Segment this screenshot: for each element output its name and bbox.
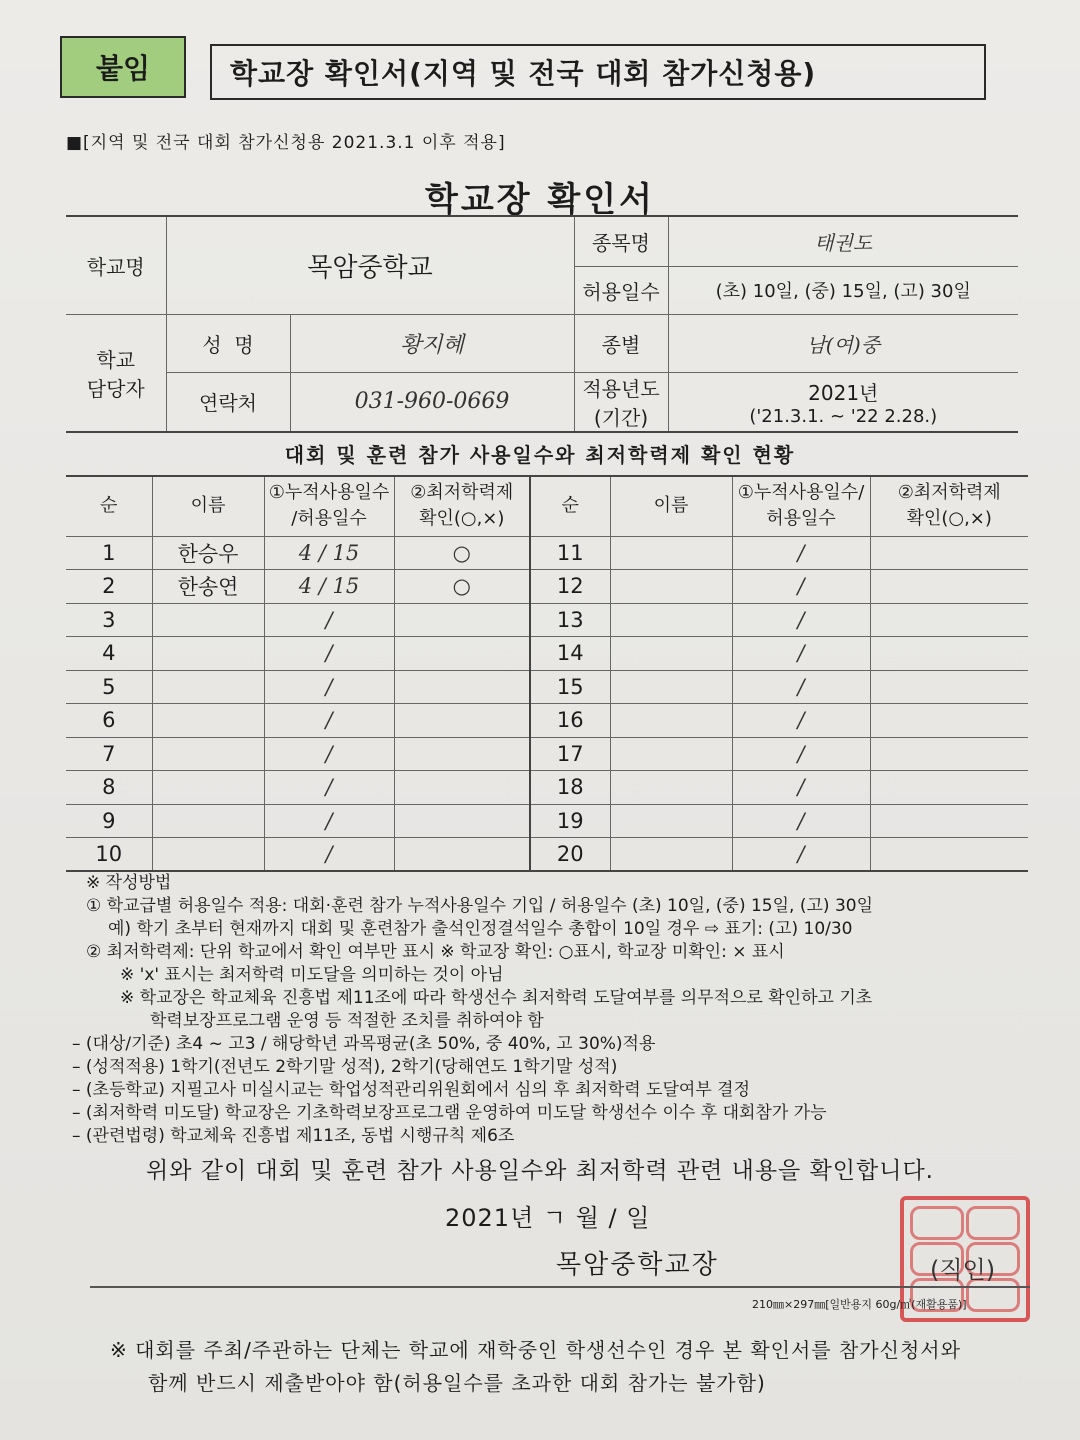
year-value-line2: ('21.3.1. ~ '22 2.28.) — [749, 405, 938, 427]
cell-name — [152, 670, 264, 704]
cell-no-r: 12 — [530, 570, 610, 604]
note-line: ※ 학교장은 학교체육 진흥법 제11조에 따라 학생선수 최저학력 도달여부를 의무적으로 확인하고 기초 — [120, 988, 873, 1008]
note-line: – (최저학력 미도달) 학교장은 기초학력보장프로그램 운영하여 미도달 학생선수 이수 후 대회참가 가능 — [72, 1103, 827, 1123]
seal-glyph — [910, 1206, 964, 1240]
cell-no: 4 — [66, 637, 152, 671]
footer-note-line2: 함께 반드시 제출받아야 함(허용일수를 초과한 대회 참가는 불가함) — [148, 1371, 766, 1395]
cell-days: 4 / 15 — [264, 536, 394, 570]
note-line: – (대상/기준) 초4 ~ 고3 / 해당학년 과목평균(초 50%, 중 40%, 고 30%)적용 — [72, 1034, 656, 1054]
roster-table — [66, 475, 1028, 872]
year-label-line2: (기간) — [593, 405, 649, 430]
category-label: 종별 — [574, 314, 668, 372]
cell-name-r — [610, 771, 732, 805]
cell-no: 10 — [66, 838, 152, 872]
info-table — [66, 215, 1018, 433]
note-line: ※ 'x' 표시는 최저학력 미도달을 의미하는 것이 아님 — [120, 965, 504, 985]
cell-days: / — [264, 737, 394, 771]
col-acad — [394, 476, 530, 536]
cell-acad-r — [870, 704, 1028, 738]
cell-days: / — [264, 603, 394, 637]
cell-name — [152, 737, 264, 771]
table-row — [66, 603, 1028, 637]
cell-name-r — [610, 637, 732, 671]
cell-name: 한승우 — [152, 536, 264, 570]
cell-no-r: 20 — [530, 838, 610, 872]
principal-name: 목암중학교장 — [556, 1250, 719, 1280]
cell-name-r — [610, 838, 732, 872]
cell-days-r: / — [732, 570, 870, 604]
cell-acad-r — [870, 570, 1028, 604]
cell-name-r — [610, 536, 732, 570]
cell-acad — [394, 704, 530, 738]
cell-days-r: / — [732, 737, 870, 771]
cell-no: 5 — [66, 670, 152, 704]
confirmation-statement: 위와 같이 대회 및 훈련 참가 사용일수와 최저학력 관련 내용을 확인합니다. — [146, 1158, 934, 1184]
cell-no: 8 — [66, 771, 152, 805]
seal-glyph — [966, 1206, 1020, 1240]
cell-name — [152, 838, 264, 872]
cell-name: 한송연 — [152, 570, 264, 604]
cell-acad-r — [870, 771, 1028, 805]
school-name: 목암중학교 — [166, 216, 574, 314]
footer-note-line1: ※ 대회를 주최/주관하는 단체는 학교에 재학중인 학생선수인 경우 본 확인서를 참가신청서와 — [110, 1338, 961, 1362]
col-acad-right-line2: 확인(○,×) — [906, 508, 992, 530]
cell-no-r: 16 — [530, 704, 610, 738]
col-acad-right — [870, 476, 1028, 536]
cell-days-r: / — [732, 637, 870, 671]
cell-acad-r — [870, 536, 1028, 570]
cell-acad — [394, 670, 530, 704]
sport-value: 태권도 — [668, 216, 1018, 266]
cell-no: 2 — [66, 570, 152, 604]
school-name-label: 학교명 — [66, 216, 166, 314]
cell-acad: ○ — [394, 536, 530, 570]
cell-acad-r — [870, 737, 1028, 771]
cell-name-r — [610, 670, 732, 704]
attachment-label: 붙임 — [60, 36, 186, 98]
table-row — [66, 838, 1028, 872]
seal-label: (직인) — [930, 1256, 996, 1284]
year-label — [574, 372, 668, 432]
cell-acad-r — [870, 670, 1028, 704]
cell-no: 1 — [66, 536, 152, 570]
cell-days-r: / — [732, 670, 870, 704]
cell-days: / — [264, 838, 394, 872]
table-row — [66, 704, 1028, 738]
cell-no-r: 19 — [530, 804, 610, 838]
phone-label: 연락처 — [166, 372, 290, 432]
col-acad-line1: ②최저학력제 — [410, 482, 514, 504]
name-label: 성 명 — [166, 314, 290, 372]
table-row — [66, 637, 1028, 671]
col-days-right-line1: ①누적사용일수/ — [737, 482, 865, 504]
cell-acad — [394, 737, 530, 771]
cell-acad-r — [870, 637, 1028, 671]
note-line: ② 최저학력제: 단위 학교에서 확인 여부만 표시 ※ 학교장 확인: ○표시, 학교장 미확인: × 표시 — [86, 942, 785, 962]
year-label-line1: 적용년도 — [582, 376, 660, 401]
cell-days: / — [264, 804, 394, 838]
cell-days-r: / — [732, 804, 870, 838]
note-line: ① 학교급별 허용일수 적용: 대회·훈련 참가 누적사용일수 기입 / 허용일수 (초) 10일, (중) 15일, (고) 30일 — [86, 896, 874, 916]
allowed-days-value: (초) 10일, (중) 15일, (고) 30일 — [668, 266, 1018, 314]
cell-name — [152, 603, 264, 637]
col-days-right — [732, 476, 870, 536]
contact-person-label-line2: 담당자 — [86, 376, 145, 401]
cell-name-r — [610, 804, 732, 838]
cell-acad — [394, 804, 530, 838]
cell-days: / — [264, 771, 394, 805]
instructions — [72, 872, 1036, 1148]
cell-no-r: 15 — [530, 670, 610, 704]
cell-acad: ○ — [394, 570, 530, 604]
year-value-line1: 2021년 — [808, 380, 879, 405]
roster-header-row — [66, 476, 1028, 536]
cell-no-r: 13 — [530, 603, 610, 637]
note-line: 예) 학기 초부터 현재까지 대회 및 훈련참가 출석인정결석일수 총합이 10일 경우 ⇨ 표기: (고) 10/30 — [108, 919, 853, 939]
cell-name-r — [610, 603, 732, 637]
cell-acad — [394, 838, 530, 872]
divider — [90, 1286, 1030, 1288]
cell-name-r — [610, 704, 732, 738]
col-days-line2: /허용일수 — [291, 508, 367, 530]
table-row — [66, 536, 1028, 570]
cell-days-r: / — [732, 704, 870, 738]
col-days — [264, 476, 394, 536]
cell-days: 4 / 15 — [264, 570, 394, 604]
table-row — [66, 670, 1028, 704]
note-line: ※ 작성방법 — [86, 873, 172, 893]
contact-person-label — [66, 314, 166, 432]
sport-label: 종목명 — [574, 216, 668, 266]
cell-days: / — [264, 637, 394, 671]
issue-date: 2021년 ㄱ 월 / 일 — [445, 1204, 651, 1232]
cell-name — [152, 771, 264, 805]
status-heading: 대회 및 훈련 참가 사용일수와 최저학력제 확인 현황 — [284, 443, 796, 467]
cell-days: / — [264, 704, 394, 738]
year-value — [668, 372, 1018, 432]
cell-no: 9 — [66, 804, 152, 838]
paper-spec: 210㎜×297㎜[일반용지 60g/㎡(재활용품)] — [752, 1298, 967, 1311]
cell-days: / — [264, 670, 394, 704]
col-no: 순 — [66, 476, 152, 536]
table-row — [66, 804, 1028, 838]
cell-acad — [394, 637, 530, 671]
document-title: 학교장 확인서 — [425, 180, 655, 220]
cell-days-r: / — [732, 838, 870, 872]
footer-note — [110, 1334, 961, 1400]
col-days-right-line2: 허용일수 — [766, 508, 836, 530]
cell-name — [152, 637, 264, 671]
cell-no-r: 18 — [530, 771, 610, 805]
cell-days-r: / — [732, 603, 870, 637]
form-title: 학교장 확인서(지역 및 전국 대회 참가신청용) — [210, 44, 986, 100]
cell-days-r: / — [732, 771, 870, 805]
cell-no: 6 — [66, 704, 152, 738]
note-line: 학력보장프로그램 운영 등 적절한 조치를 취하여야 함 — [150, 1011, 544, 1031]
cell-acad — [394, 603, 530, 637]
cell-acad-r — [870, 804, 1028, 838]
cell-acad-r — [870, 838, 1028, 872]
note-line: – (성적적용) 1학기(전년도 2학기말 성적), 2학기(당해연도 1학기말 성적) — [72, 1057, 618, 1077]
table-row — [66, 771, 1028, 805]
cell-no-r: 14 — [530, 637, 610, 671]
note-line: – (초등학교) 지필고사 미실시교는 학업성적관리위원회에서 심의 후 최저학력 도달여부 결정 — [72, 1080, 751, 1100]
cell-no: 7 — [66, 737, 152, 771]
col-acad-right-line1: ②최저학력제 — [897, 482, 1001, 504]
category-value: 남(여)중 — [668, 314, 1018, 372]
phone-value: 031-960-0669 — [290, 372, 574, 432]
cell-days-r: / — [732, 536, 870, 570]
col-acad-line2: 확인(○,×) — [419, 508, 505, 530]
cell-name — [152, 704, 264, 738]
cell-acad — [394, 771, 530, 805]
note-line: – (관련법령) 학교체육 진흥법 제11조, 동법 시행규칙 제6조 — [72, 1126, 515, 1146]
cell-name-r — [610, 570, 732, 604]
cell-name — [152, 804, 264, 838]
table-row — [66, 570, 1028, 604]
cell-no: 3 — [66, 603, 152, 637]
cell-no-r: 11 — [530, 536, 610, 570]
col-days-line1: ①누적사용일수 — [268, 482, 390, 504]
col-no-right: 순 — [530, 476, 610, 536]
cell-acad-r — [870, 603, 1028, 637]
allowed-days-label: 허용일수 — [574, 266, 668, 314]
contact-person-label-line1: 학교 — [96, 347, 136, 372]
name-value: 황지혜 — [290, 314, 574, 372]
cell-name-r — [610, 737, 732, 771]
table-row — [66, 737, 1028, 771]
applicability-note: ■[지역 및 전국 대회 참가신청용 2021.3.1 이후 적용] — [66, 133, 506, 153]
col-name: 이름 — [152, 476, 264, 536]
cell-no-r: 17 — [530, 737, 610, 771]
col-name-right: 이름 — [610, 476, 732, 536]
